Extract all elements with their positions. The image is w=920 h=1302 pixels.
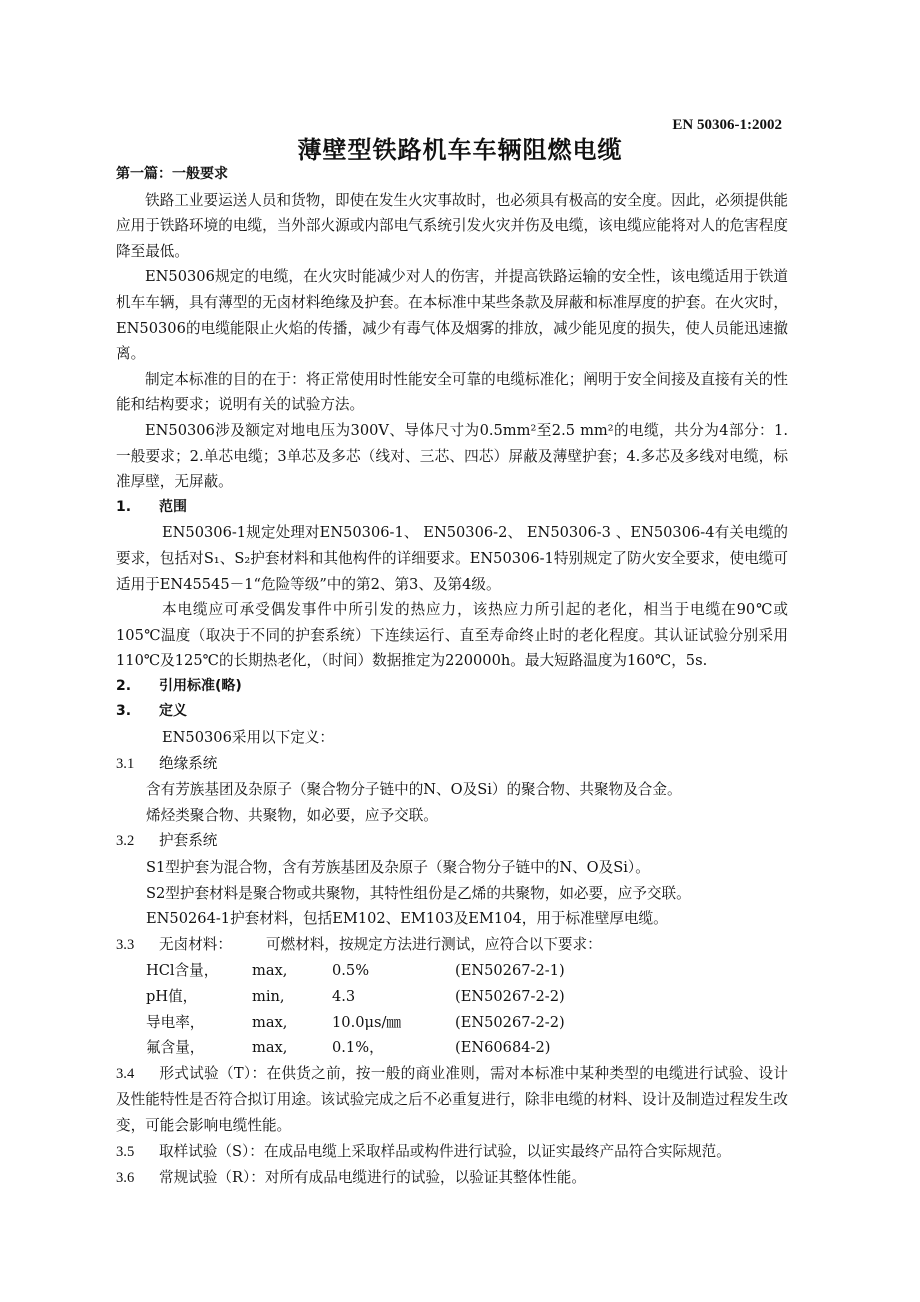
section-number: 3. [116, 703, 132, 720]
scope-paragraph: EN50306-1规定处理对EN50306-1、 EN50306-2、 EN50306-3 、EN50306-4有关电缆的要求，包括对S₁、S₂护套材料和其他构件的详细要求。EN50306-1特别规定了防火安全要求，使电缆可适用于EN45545－1“危险等级”中的第2、第3、及第4级。 [116, 524, 788, 593]
definition-line: S2型护套材料是聚合物或共聚物，其特性组份是乙烯的共聚物，如必要，应予交联。 [146, 884, 691, 902]
subsection-title: 绝缘系统 [159, 754, 218, 772]
requirement-row [116, 958, 788, 984]
section-title: 引用标准(略) [159, 677, 242, 694]
intro-paragraph: EN50306涉及额定对地电压为300V、导体尺寸为0.5mm²至2.5 mm²的电缆，共分为4部分：1.一般要求；2.单芯电缆；3单芯及多芯（线对、三芯、四芯）屏蔽及薄壁护套；4.多芯及多线对电缆，标准厚壁，无屏蔽。 [116, 421, 788, 491]
section-number: 2. [116, 677, 132, 694]
subsection-number: 3.5 [116, 1143, 135, 1160]
subsection-3-4 [116, 1061, 788, 1139]
requirement-name: 氟含量， [146, 1039, 205, 1057]
subsection-text: 取样试验（S）：在成品电缆上采取样品或构件进行试验，以证实最终产品符合实际规范。 [159, 1142, 731, 1160]
section-1-heading [116, 495, 788, 521]
document-id: EN 50306-1:2002 [672, 117, 782, 133]
requirement-value: 0.5% [332, 962, 370, 980]
requirement-row [116, 1010, 788, 1036]
requirement-value: 0.1%， [332, 1039, 384, 1057]
intro-paragraph: EN50306规定的电缆，在火灾时能减少对人的伤害，并提高铁路运输的安全性，该电缆适用于铁道机车车辆，具有薄型的无卤材料绝缘及护套。在本标准中某些条款及屏蔽和标准厚度的护套。在火灾时，EN50306的电缆能限止火焰的传播，减少有毒气体及烟雾的排放，减少能见度的损失，使人员能迅速撤离。 [116, 268, 788, 363]
scope-paragraph: 本电缆应可承受偶发事件中所引发的热应力，该热应力所引起的老化，相当于电缆在90℃或105℃温度（取决于不同的护套系统）下连续运行、直至寿命终止时的老化程度。其认证试验分别采用110℃及125℃的长期热老化，（时间）数据推定为220000h。最大短路温度为160℃，5s. [116, 601, 788, 670]
document-body [116, 162, 788, 1192]
section-number: 1. [116, 498, 132, 515]
requirement-value: 10.0μs/㎜ [332, 1013, 401, 1031]
requirement-limit: max, [252, 1039, 288, 1057]
requirement-limit: max, [252, 1013, 288, 1031]
requirement-standard: (EN50267-2-2) [455, 1013, 565, 1031]
subsection-3-5 [116, 1139, 788, 1166]
subsection-3-6 [116, 1165, 788, 1192]
subsection-text: 形式试验（T）：在供货之前，按一般的商业准则，需对本标准中某种类型的电缆进行试验、设计及性能特性是否符合拟订用途。该试验完成之后不必重复进行，除非电缆的材料、设计及制造过程发生改变，可能会影响电缆性能。 [116, 1064, 788, 1134]
subsection-number: 3.4 [116, 1065, 135, 1082]
definitions-intro: EN50306采用以下定义： [162, 729, 335, 747]
requirement-standard: (EN50267-2-2) [455, 988, 565, 1005]
requirement-name: HCl含量， [146, 962, 219, 980]
subsection-3-3-heading [116, 932, 788, 959]
section-2-heading [116, 674, 788, 700]
requirement-row [116, 984, 788, 1010]
subsection-description: 可燃材料，按规定方法进行测试，应符合以下要求： [266, 935, 602, 953]
requirement-value: 4.3 [332, 988, 356, 1005]
subsection-title: 无卤材料： [159, 935, 232, 953]
subsection-number: 3.2 [116, 833, 135, 850]
definition-line: S1型护套为混合物，含有芳族基团及杂原子（聚合物分子链中的N、O及Si）。 [146, 859, 650, 877]
definition-line: 含有芳族基团及杂原子（聚合物分子链中的N、O及Si）的聚合物、共聚物及合金。 [146, 781, 682, 799]
subsection-text: 常规试验（R）：对所有成品电缆进行的试验，以验证其整体性能。 [159, 1169, 586, 1187]
document-title: 薄壁型铁路机车车辆阻燃电缆 [297, 136, 623, 164]
subsection-title: 护套系统 [159, 832, 218, 850]
definition-line: 烯烃类聚合物、共聚物，如必要，应予交联。 [146, 806, 438, 824]
subsection-number: 3.6 [116, 1170, 135, 1187]
requirement-standard: (EN60684-2) [455, 1039, 551, 1057]
requirement-name: 导电率， [146, 1013, 205, 1031]
section-title: 定义 [159, 703, 187, 720]
definition-line: EN50264-1护套材料，包括EM102、EM103及EM104，用于标准壁厚电缆。 [146, 910, 668, 928]
intro-paragraph: 铁路工业要运送人员和货物，即使在发生火灾事故时，也必须具有极高的安全度。因此，必须提供能应用于铁路环境的电缆，当外部火源或内部电气系统引发火灾并伤及电缆，该电缆应能将对人的危害程度降至最低。 [116, 191, 788, 260]
requirement-limit: min, [252, 988, 285, 1005]
subsection-number: 3.1 [116, 755, 135, 772]
requirement-name: pH值， [146, 988, 198, 1005]
section-title: 范围 [159, 498, 187, 515]
intro-paragraph: 制定本标准的目的在于：将正常使用时性能安全可靠的电缆标准化；阐明于安全间接及直接有关的性能和结构要求；说明有关的试验方法。 [116, 370, 788, 414]
requirement-standard: (EN50267-2-1) [455, 962, 565, 980]
part-heading: 第一篇：一般要求 [116, 166, 228, 182]
requirement-row [116, 1035, 788, 1061]
section-3-heading [116, 699, 788, 725]
subsection-3-2-heading [116, 828, 788, 855]
subsection-3-1-heading [116, 751, 788, 778]
requirement-limit: max, [252, 962, 288, 980]
subsection-number: 3.3 [116, 936, 135, 953]
